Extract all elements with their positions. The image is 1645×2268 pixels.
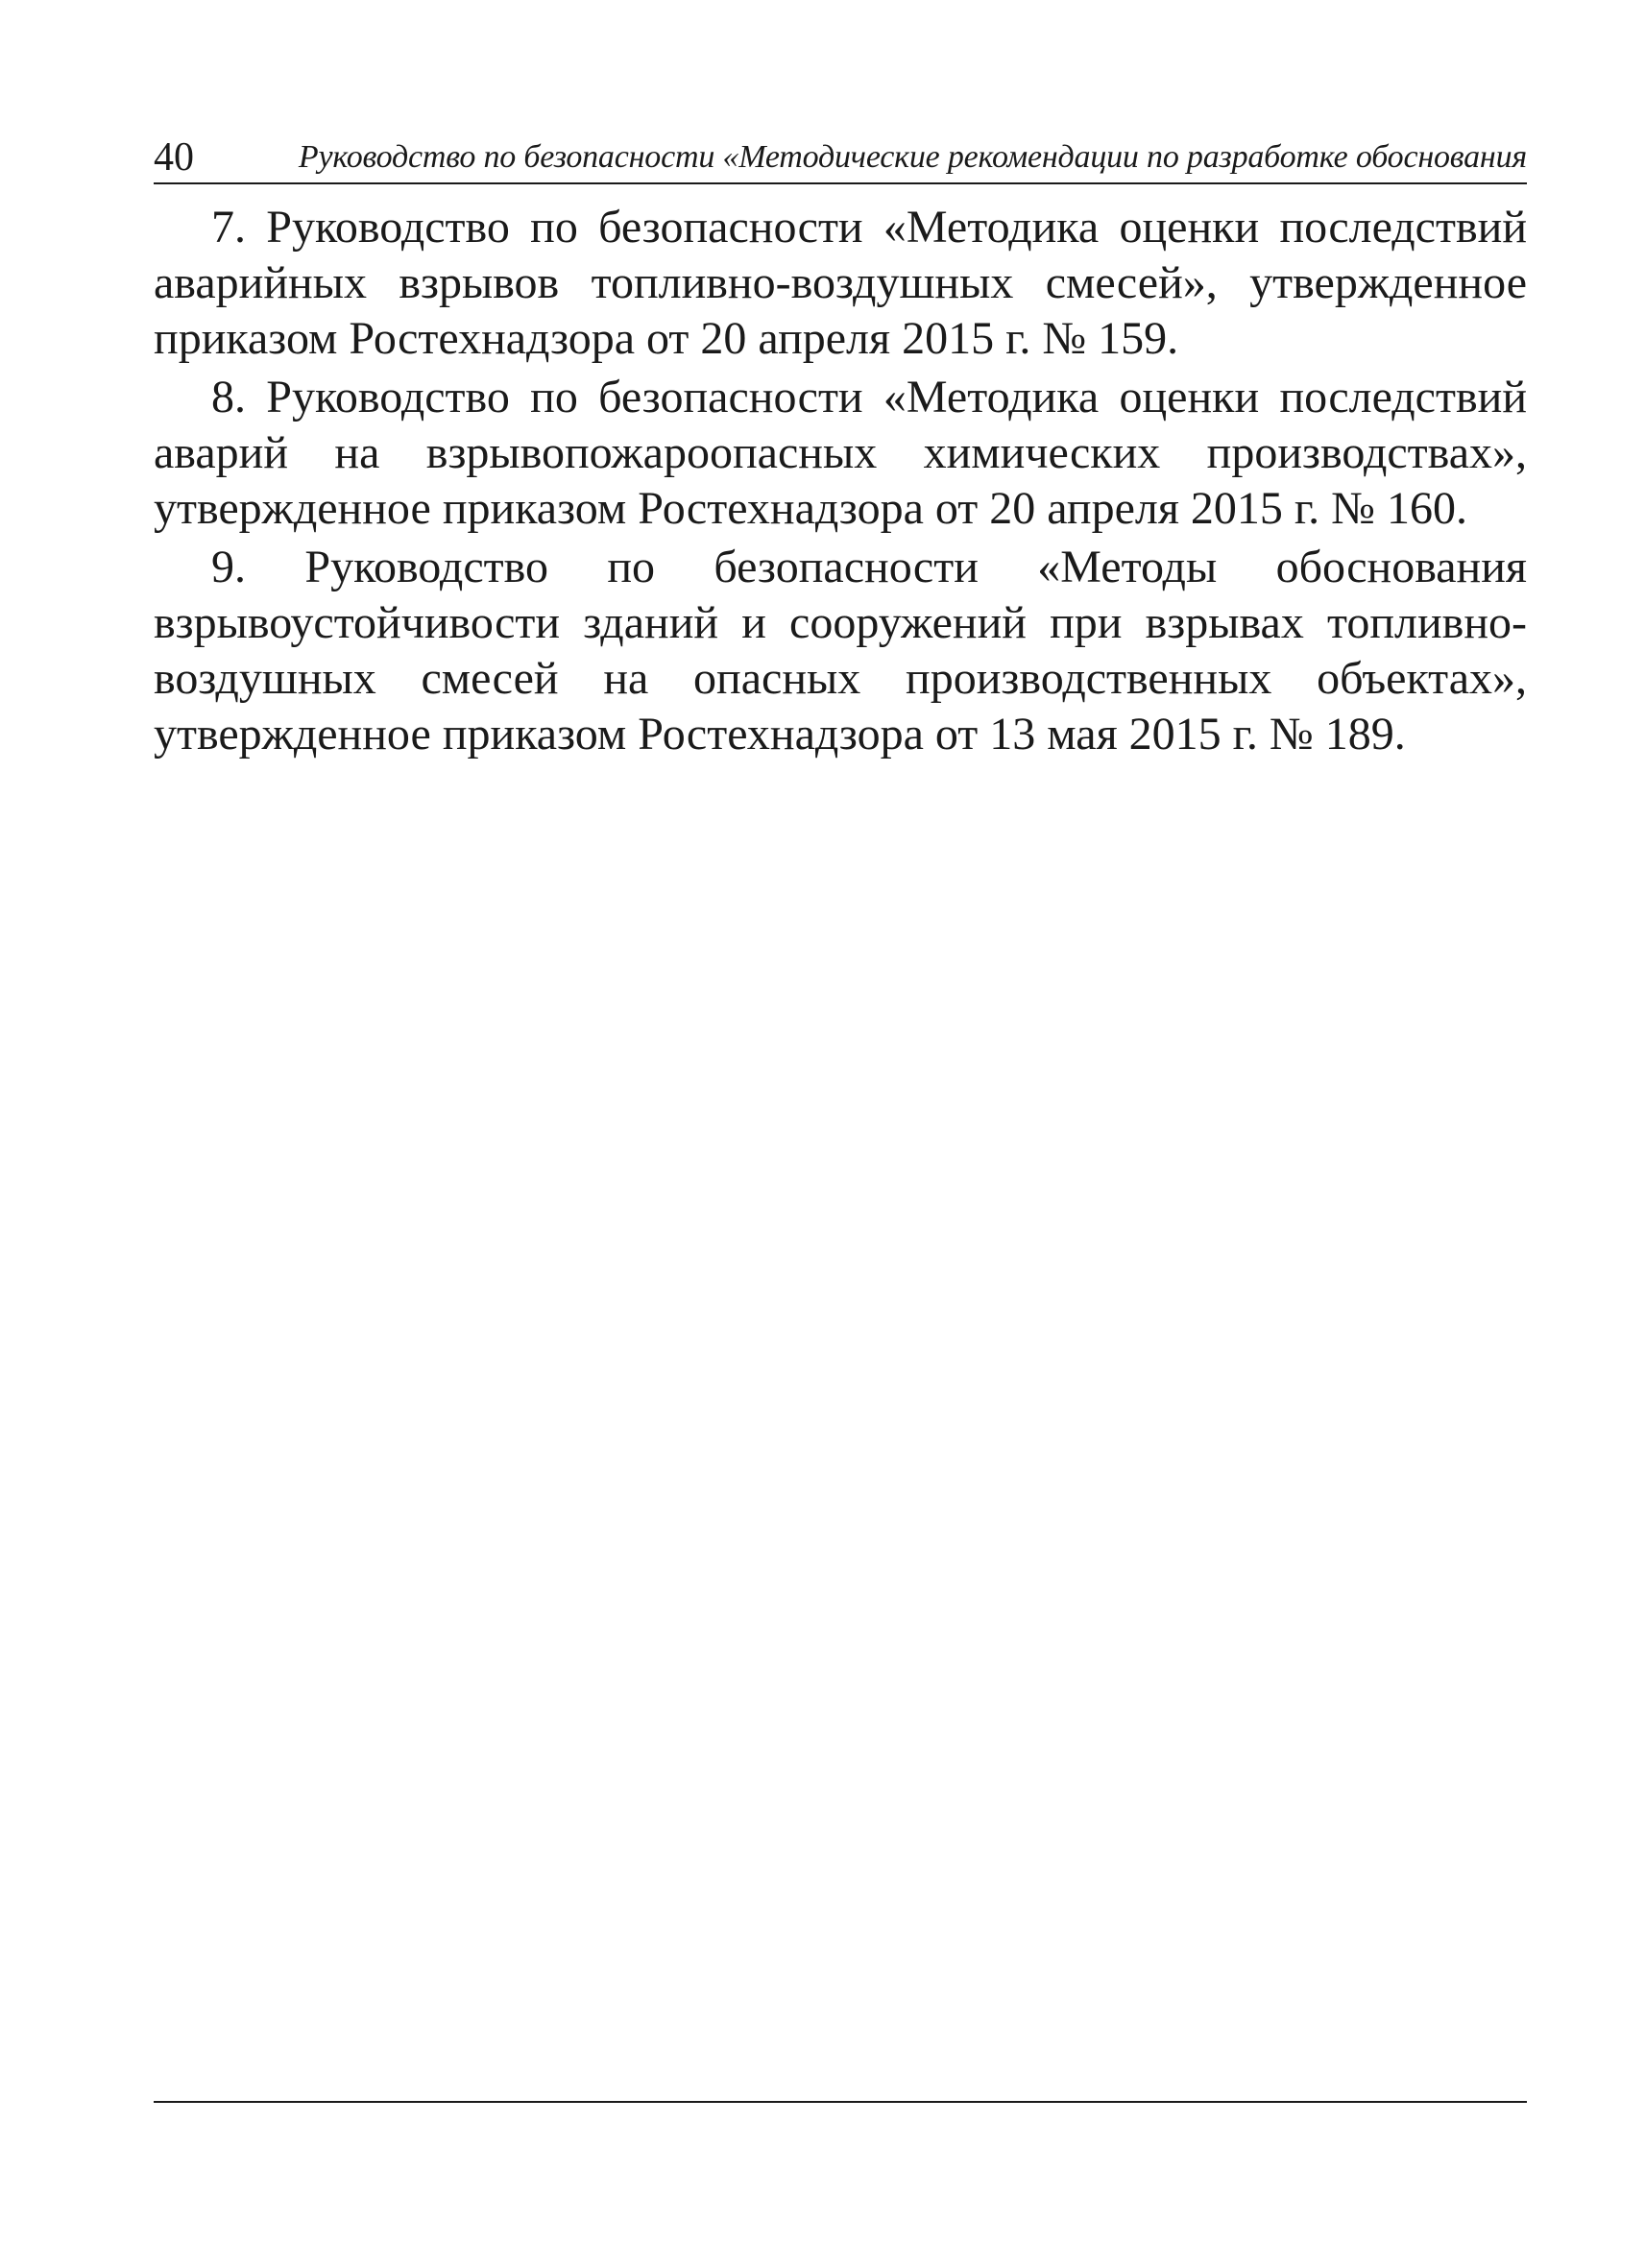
list-item-9 [154,540,1527,762]
page-number: 40 [154,135,194,180]
list-item-text: Руководство по безопасности «Методика оценки последствий аварий на взрывопожароопасных химических производствах», утвержденное приказом Ростехнадзора от 20 апреля 2015 г. № 160. [154,372,1528,534]
header-rule [154,182,1527,184]
list-item-8 [154,370,1527,537]
list-item-number: 7. [211,202,246,253]
list-item-7 [154,200,1527,367]
list-item-text: Руководство по безопасности «Методы обоснования взрывоустойчивости зданий и сооружений при взрывах топливно-воздушных смесей на опасных производственных объектах», утвержденное приказом Ростехнадзора от 13 мая 2015 г. № 189. [154,542,1527,760]
footer-rule [154,2101,1527,2103]
list-item-number: 8. [211,372,246,422]
running-header [154,127,1527,184]
running-header-title: Руководство по безопасности «Методические рекомендации по разработке обоснования [298,139,1527,175]
body-text [154,200,1527,765]
list-item-number: 9. [211,542,246,592]
list-item-text: Руководство по безопасности «Методика оценки последствий аварийных взрывов топливно-воздушных смесей», утвержденное приказом Ростехнадзора от 20 апреля 2015 г. № 159. [154,202,1528,364]
